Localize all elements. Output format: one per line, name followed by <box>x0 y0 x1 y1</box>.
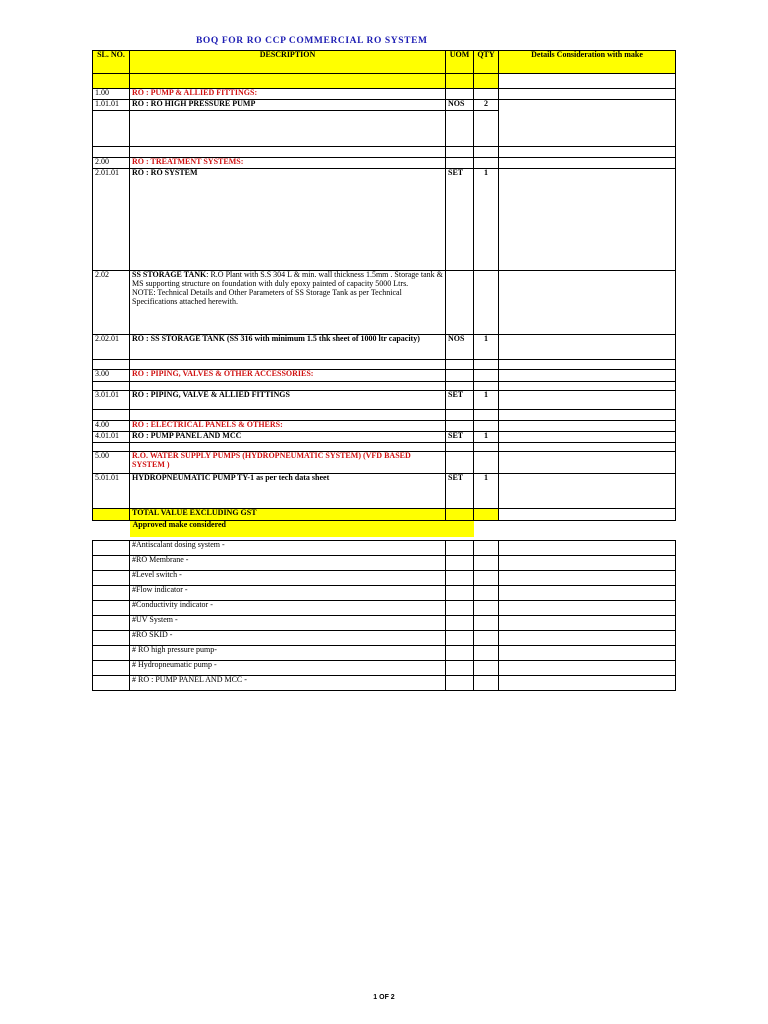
item-description <box>130 271 446 335</box>
item-details <box>499 100 676 147</box>
section-description: RO : ELECTRICAL PANELS & OTHERS: <box>130 421 446 432</box>
approved-make-row <box>93 646 676 661</box>
item-description: RO : PUMP PANEL AND MCC <box>130 432 446 443</box>
approved-make-item: #Conductivity indicator - <box>130 601 446 616</box>
approved-make-item: #RO SKID - <box>130 631 446 646</box>
approved-make-item: #Level switch - <box>130 571 446 586</box>
blank-row <box>93 382 676 391</box>
section-sl: 4.00 <box>93 421 130 432</box>
section-description: RO : TREATMENT SYSTEMS: <box>130 158 446 169</box>
section-row <box>93 89 676 100</box>
approved-make-item: # Hydropneumatic pump - <box>130 661 446 676</box>
section-sl: 2.00 <box>93 158 130 169</box>
header-uom: UOM <box>446 51 474 74</box>
item-row <box>93 432 676 443</box>
approved-make-row <box>93 601 676 616</box>
item-row <box>93 391 676 410</box>
item-qty: 1 <box>474 432 499 443</box>
item-sl: 5.01.01 <box>93 474 130 509</box>
spacer-row <box>93 74 676 89</box>
item-row <box>93 100 676 111</box>
item-sl: 2.01.01 <box>93 169 130 271</box>
approved-make-item: # RO high pressure pump- <box>130 646 446 661</box>
header-qty: QTY <box>474 51 499 74</box>
item-description-text: : R.O Plant with S.S 304 L & min. wall thickness 1.5mm . Storage tank & MS supporting structure on foundation with duly epoxy painted of capacity 5000 Ltrs. <box>132 270 443 288</box>
item-sl: 2.02.01 <box>93 335 130 360</box>
header-row <box>93 51 676 74</box>
blank-row <box>93 410 676 421</box>
item-uom: NOS <box>446 335 474 360</box>
item-uom: SET <box>446 391 474 410</box>
blank-row <box>93 443 676 452</box>
header-sl-no: SL. NO. <box>93 51 130 74</box>
approved-make-row <box>93 676 676 691</box>
section-row <box>93 370 676 382</box>
item-row <box>93 335 676 360</box>
section-description: RO : PIPING, VALVES & OTHER ACCESSORIES: <box>130 370 446 382</box>
section-row <box>93 421 676 432</box>
section-sl: 1.00 <box>93 89 130 100</box>
item-sl: 1.01.01 <box>93 100 130 111</box>
item-sl: 2.02 <box>93 271 130 335</box>
boq-table <box>92 50 676 691</box>
section-description: RO : PUMP & ALLIED FITTINGS: <box>130 89 446 100</box>
section-sl: 3.00 <box>93 370 130 382</box>
item-qty: 1 <box>474 474 499 509</box>
approved-make-row <box>93 571 676 586</box>
item-description: RO : SS STORAGE TANK (SS 316 with minimum 1.5 thk sheet of 1000 ltr capacity) <box>130 335 446 360</box>
section-row <box>93 158 676 169</box>
approved-make-label: Approved make considered <box>130 521 446 537</box>
blank-row <box>93 360 676 370</box>
section-sl: 5.00 <box>93 452 130 474</box>
approved-make-row <box>93 661 676 676</box>
item-description: RO : RO SYSTEM <box>130 169 446 271</box>
item-row <box>93 271 676 335</box>
item-description: RO : PIPING, VALVE & ALLIED FITTINGS <box>130 391 446 410</box>
section-row <box>93 452 676 474</box>
item-description-bold: SS STORAGE TANK <box>132 270 207 279</box>
item-uom: SET <box>446 169 474 271</box>
header-description: DESCRIPTION <box>130 51 446 74</box>
approved-make-item: #RO Membrane - <box>130 556 446 571</box>
item-uom: NOS <box>446 100 474 111</box>
approved-make-row <box>93 556 676 571</box>
item-details <box>499 169 676 271</box>
approved-make-row <box>93 541 676 556</box>
item-description: RO : RO HIGH PRESSURE PUMP <box>130 100 446 111</box>
item-uom: SET <box>446 432 474 443</box>
total-label: TOTAL VALUE EXCLUDING GST <box>130 509 446 521</box>
approved-make-item: #UV System - <box>130 616 446 631</box>
approved-make-row <box>93 586 676 601</box>
approved-make-row <box>93 631 676 646</box>
approved-make-item: #Antiscalant dosing system - <box>130 541 446 556</box>
item-qty: 2 <box>474 100 499 111</box>
approved-make-row <box>93 616 676 631</box>
document-title: BOQ FOR RO CCP COMMERCIAL RO SYSTEM <box>196 36 428 46</box>
item-qty: 1 <box>474 169 499 271</box>
approved-make-item: # RO : PUMP PANEL AND MCC - <box>130 676 446 691</box>
item-description: HYDROPNEUMATIC PUMP TY-1 as per tech data sheet <box>130 474 446 509</box>
item-qty: 1 <box>474 391 499 410</box>
page-number: 1 OF 2 <box>373 994 395 1001</box>
item-note: NOTE: Technical Details and Other Parameters of SS Storage Tank as per Technical Specifications attached herewith. <box>132 287 402 306</box>
item-row <box>93 169 676 271</box>
total-row <box>93 509 676 521</box>
item-uom: SET <box>446 474 474 509</box>
item-qty: 1 <box>474 335 499 360</box>
blank-row <box>93 147 676 158</box>
approved-make-item: #Flow indicator - <box>130 586 446 601</box>
header-details: Details Consideration with make <box>499 51 676 74</box>
item-sl: 4.01.01 <box>93 432 130 443</box>
section-description: R.O. WATER SUPPLY PUMPS (HYDROPNEUMATIC SYSTEM) (VFD BASED SYSTEM ) <box>130 452 446 474</box>
item-row <box>93 474 676 509</box>
item-sl: 3.01.01 <box>93 391 130 410</box>
approved-make-header-row <box>93 521 676 537</box>
